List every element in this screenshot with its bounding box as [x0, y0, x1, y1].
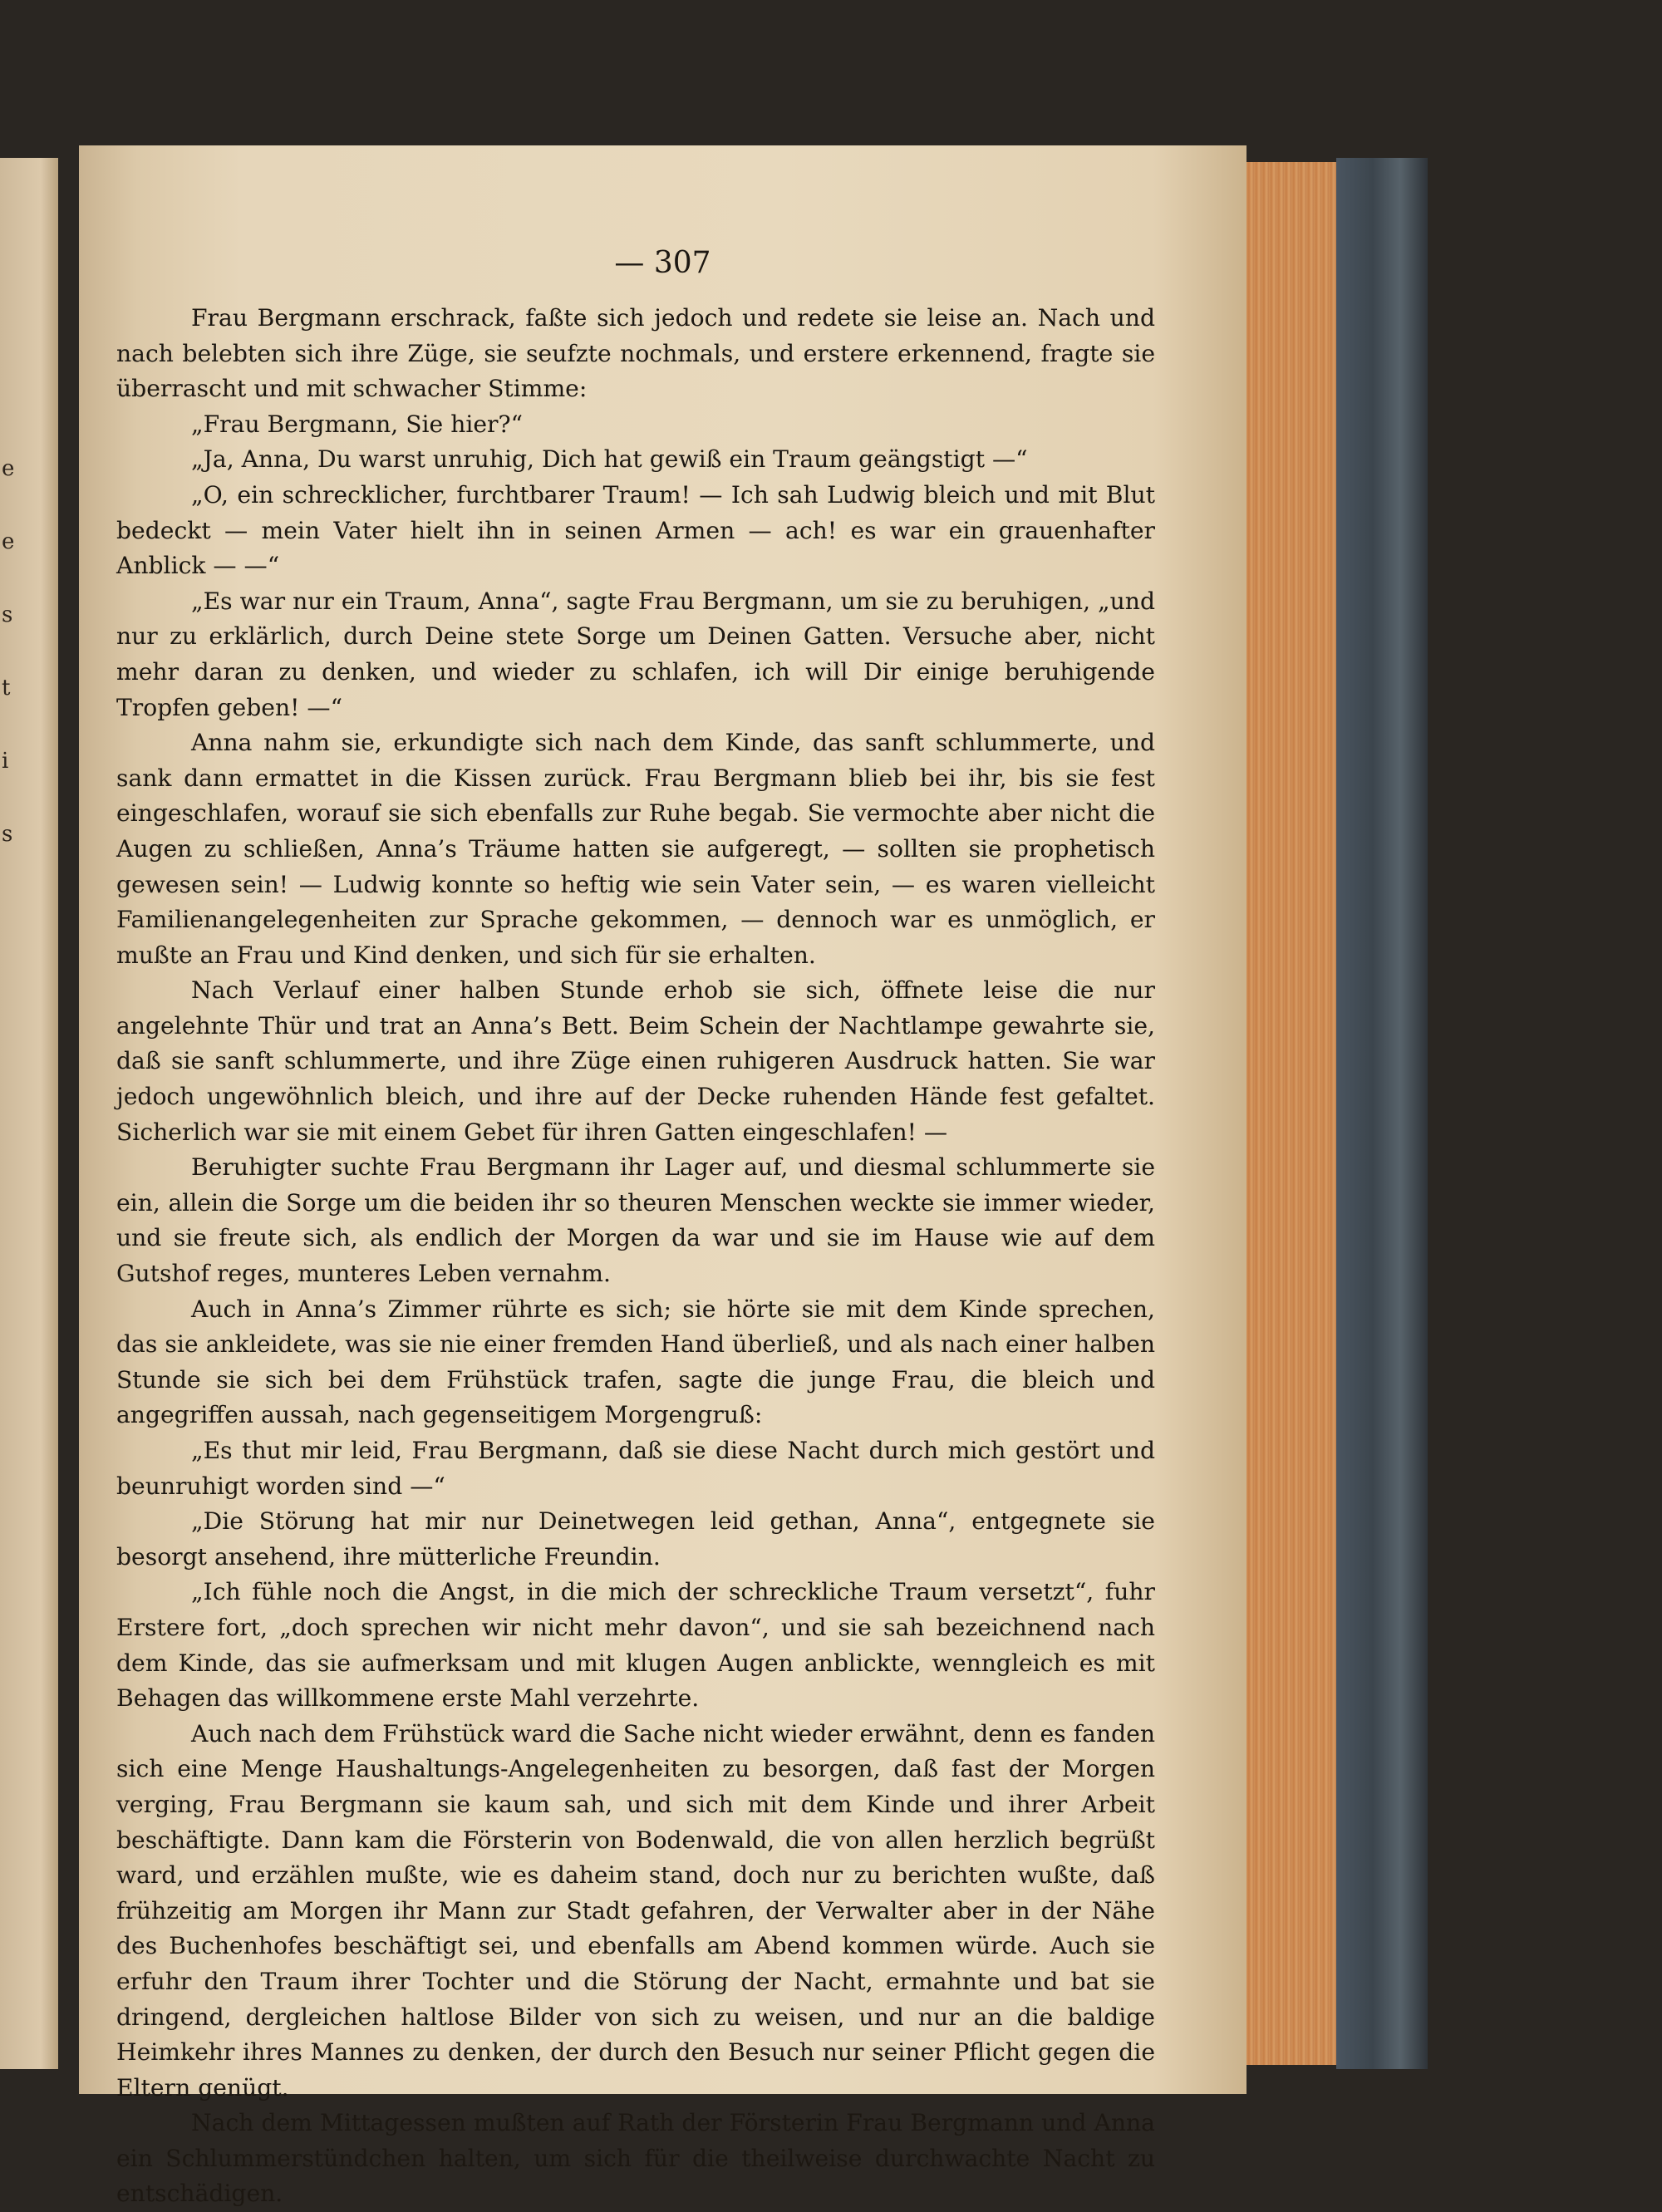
left-letter: s — [2, 602, 13, 627]
left-letter: t — [2, 676, 11, 700]
paragraph: „Es thut mir leid, Frau Bergmann, daß sie diese Nacht durch mich gestört und beunruhigt worden sind —“ — [116, 1437, 1155, 1500]
paragraph: „Es war nur ein Traum, Anna“, sagte Frau Bergmann, um sie zu beruhigen, „und nur zu erklärlich, durch Deine stete Sorge um Deinen Gatten. Versuche aber, nicht mehr daran zu denken, und wieder zu schlafen, ich will Dir einige beruhigende Tropfen geben! —“ — [116, 587, 1155, 721]
paragraph: Anna nahm sie, erkundigte sich nach dem Kinde, das sanft schlummerte, und sank dann ermattet in die Kissen zurück. Frau Bergmann blieb bei ihr, bis sie fest eingeschlafen, worauf sie sich ebenfalls zur Ruhe begab. Sie vermochte aber nicht die Augen zu schließen, Anna’s Träume hatten sie aufgeregt, — sollten sie prophetisch gewesen sein! — Ludwig konnte so heftig wie sein Vater sein, — es waren vielleicht Familienangelegenheiten zur Sprache gekommen, — dennoch war es unmöglich, er mußte an Frau und Kind denken, und sich für sie erhalten. — [116, 729, 1155, 969]
page-block-edge — [1246, 162, 1338, 2065]
page-text — [116, 301, 1155, 2212]
paragraph: Auch in Anna’s Zimmer rührte es sich; sie hörte sie mit dem Kinde sprechen, das sie ankleidete, was sie nie einer fremden Hand überließ, und als nach einer halben Stunde sie sich bei dem Frühstück trafen, sagte die junge Frau, die bleich und angegriffen aussah, nach gegenseitigem Morgengruß: — [116, 1295, 1155, 1429]
paragraph: „Ja, Anna, Du warst unruhig, Dich hat gewiß ein Traum geängstigt —“ — [191, 445, 1028, 474]
paragraph: „Ich fühle noch die Angst, in die mich der schreckliche Traum versetzt“, fuhr Erstere fort, „doch sprechen wir nicht mehr davon“, und sie sah bezeichnend nach dem Kinde, das sie aufmerksam und mit klugen Augen anblickte, wenngleich es mit Behagen das willkommene erste Mahl verzehrte. — [116, 1578, 1155, 1713]
paragraph: Nach Verlauf einer halben Stunde erhob sie sich, öffnete leise die nur angelehnte Thür und trat an Anna’s Bett. Beim Schein der Nachtlampe gewahrte sie, daß sie sanft schlummerte, und ihre Züge einen ruhigeren Ausdruck hatten. Sie war jedoch ungewöhnlich bleich, und ihre auf der Decke ruhenden Hände fest gefaltet. Sicherlich war sie mit einem Gebet für ihren Gatten eingeschlafen! — — [116, 976, 1155, 1146]
paragraph: Auch nach dem Frühstück ward die Sache nicht wieder erwähnt, denn es fanden sich eine Menge Haushaltungs-Angelegenheiten zu besorgen, daß fast der Morgen verging, Frau Bergmann sie kaum sah, und sich mit dem Kinde und ihrer Arbeit beschäftigte. Dann kam die Försterin von Bodenwald, die von allen herzlich begrüßt ward, und erzählen mußte, wie es daheim stand, doch nur zu berichten wußte, daß frühzeitig am Morgen ihr Mann zur Stadt gefahren, der Verwalter aber in der Nähe des Buchenhofes beschäftigt sei, und ebenfalls am Abend kommen würde. Auch sie erfuhr den Traum ihrer Tochter und die Störung der Nacht, ermahnte und bat sie dringend, dergleichen haltlose Bilder von sich zu weisen, und nur an die baldige Heimkehr ihres Mannes zu denken, der durch den Besuch nur seiner Pflicht gegen die Eltern genügt. — [116, 1719, 1155, 2101]
left-page-edge — [0, 158, 58, 2069]
left-letter: i — [2, 749, 9, 774]
book-cover — [1336, 158, 1428, 2069]
left-letter: s — [2, 822, 13, 847]
paragraph: „Frau Bergmann, Sie hier?“ — [191, 410, 524, 438]
paragraph: „O, ein schrecklicher, furchtbarer Traum! — Ich sah Ludwig bleich und mit Blut bedeckt — mein Vater hielt ihn in seinen Armen — ach! es war ein grauenhafter Anblick — —“ — [116, 480, 1155, 580]
left-letter: e — [2, 456, 15, 481]
page-number: — 307 — [614, 246, 711, 280]
left-letter: e — [2, 529, 15, 554]
paragraph: Frau Bergmann erschrack, faßte sich jedoch und redete sie leise an. Nach und nach belebten sich ihre Züge, sie seufzte nochmals, und erstere erkennend, fragte sie überrascht und mit schwacher Stimme: — [116, 304, 1155, 403]
paragraph: Nach dem Mittagessen mußten auf Rath der Försterin Frau Bergmann und Anna ein Schlummerstündchen halten, um sich für die theilweise durchwachte Nacht zu entschädigen. — [116, 2109, 1155, 2208]
paragraph: „Die Störung hat mir nur Deinetwegen leid gethan, Anna“, entgegnete sie besorgt ansehend, ihre mütterliche Freundin. — [116, 1507, 1155, 1571]
paragraph: Beruhigter suchte Frau Bergmann ihr Lager auf, und diesmal schlummerte sie ein, allein die Sorge um die beiden ihr so theuren Menschen weckte sie immer wieder, und sie freute sich, als endlich der Morgen da war und sie im Hause wie auf dem Gutshof reges, munteres Leben vernahm. — [116, 1153, 1155, 1288]
left-page-letters — [2, 432, 18, 871]
